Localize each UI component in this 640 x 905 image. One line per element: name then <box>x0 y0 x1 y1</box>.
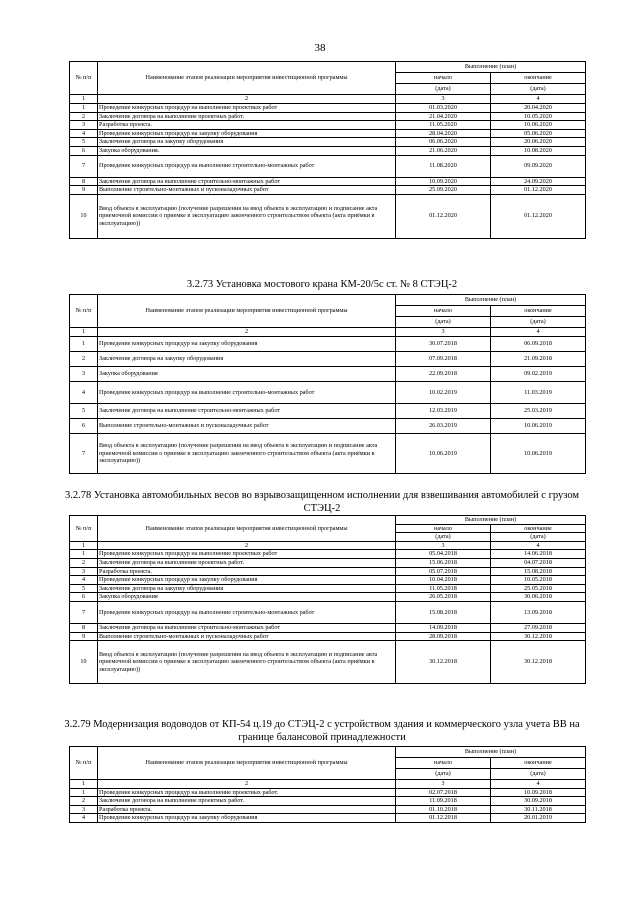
row-number: 9 <box>70 632 98 641</box>
header-name: Наименование этапов реализации мероприятия инвестиционной программы <box>98 62 396 95</box>
table-row <box>70 788 586 797</box>
header-execution: Выполнение (план) <box>396 62 586 73</box>
row-number: 1 <box>70 550 98 559</box>
end-date: 10.05.2020 <box>491 112 586 121</box>
header-start: начало <box>396 306 491 317</box>
stage-name: Заключение договора на закупку оборудования <box>98 352 396 367</box>
section-title-3-2-78: 3.2.78 Установка автомобильных весов во взрывозащищенном исполнении для взвешивания автомобилей с грузом СТЭЦ-2 <box>64 490 580 514</box>
start-date: 12.03.2019 <box>396 404 491 419</box>
header-start-unit: (дата) <box>396 533 491 542</box>
stage-name: Проведение конкурсных процедур на закупку оборудования <box>98 129 396 138</box>
start-date: 10.02.2019 <box>396 382 491 404</box>
end-date: 20.01.2019 <box>491 814 586 823</box>
row-number: 7 <box>70 434 98 474</box>
start-date: 11.05.2018 <box>396 584 491 593</box>
column-index-row <box>70 328 586 337</box>
header-end: окончание <box>491 758 586 769</box>
column-index: 1 <box>70 328 98 337</box>
start-date: 21.06.2020 <box>396 146 491 155</box>
column-index: 2 <box>98 541 396 550</box>
row-number: 3 <box>70 367 98 382</box>
stage-name: Проведение конкурсных процедур на выполнение проектных работ. <box>98 788 396 797</box>
row-number: 10 <box>70 641 98 684</box>
stage-name: Ввод объекта в эксплуатацию (получение разрешения на ввод объекта в эксплуатацию и подписание акта приемочной комиссии о приемке в эксплуатацию законченного строительством объекта (акта приёмки в эксплуатацию)) <box>98 641 396 684</box>
table-row <box>70 419 586 434</box>
column-index: 4 <box>491 95 586 104</box>
table-row <box>70 121 586 130</box>
header-start: начало <box>396 758 491 769</box>
header-end-unit: (дата) <box>491 533 586 542</box>
start-date: 11.09.2018 <box>396 797 491 806</box>
row-number: 2 <box>70 112 98 121</box>
header-num: № п/п <box>70 516 98 542</box>
row-number: 3 <box>70 805 98 814</box>
end-date: 20.06.2020 <box>491 138 586 147</box>
start-date: 22.09.2018 <box>396 367 491 382</box>
stage-name: Заключение договора на выполнение проектных работ. <box>98 797 396 806</box>
row-number: 5 <box>70 404 98 419</box>
start-date: 15.08.2018 <box>396 601 491 623</box>
start-date: 28.04.2020 <box>396 129 491 138</box>
column-index: 3 <box>396 95 491 104</box>
stage-name: Проведение конкурсных процедур на выполнение строительно-монтажных работ <box>98 382 396 404</box>
header-start: начало <box>396 73 491 84</box>
stage-name: Заключение договора на выполнение строительно-монтажных работ <box>98 404 396 419</box>
header-num: № п/п <box>70 747 98 780</box>
column-index: 2 <box>98 95 396 104</box>
end-date: 25.03.2019 <box>491 404 586 419</box>
column-index-row <box>70 95 586 104</box>
header-num: № п/п <box>70 62 98 95</box>
row-number: 5 <box>70 584 98 593</box>
header-start-unit: (дата) <box>396 769 491 780</box>
table-row <box>70 352 586 367</box>
table-row <box>70 593 586 602</box>
table-row <box>70 194 586 238</box>
stage-name: Заключение договора на выполнение проектных работ. <box>98 558 396 567</box>
row-number: 1 <box>70 788 98 797</box>
column-index-row <box>70 541 586 550</box>
end-date: 10.06.2020 <box>491 121 586 130</box>
section-title-3-2-79: 3.2.79 Модернизация водоводов от КП-54 ц.19 до СТЭЦ-2 с устройством здания и коммерческого узла учета ВВ на границе балансовой принадлежности <box>64 719 580 743</box>
end-date: 01.12.2020 <box>491 186 586 195</box>
start-date: 28.09.2018 <box>396 632 491 641</box>
schedule-table-3-2-79 <box>69 746 586 823</box>
start-date: 21.04.2020 <box>396 112 491 121</box>
header-start-unit: (дата) <box>396 84 491 95</box>
row-number: 2 <box>70 352 98 367</box>
header-row <box>70 62 586 73</box>
table-row <box>70 632 586 641</box>
start-date: 14.09.2018 <box>396 623 491 632</box>
stage-name: Разработка проекта. <box>98 567 396 576</box>
start-date: 06.06.2020 <box>396 138 491 147</box>
table-row <box>70 576 586 585</box>
header-end: окончание <box>491 73 586 84</box>
schedule-table-3-2-78 <box>69 515 586 684</box>
header-end: окончание <box>491 306 586 317</box>
end-date: 09.02.2019 <box>491 367 586 382</box>
header-name: Наименование этапов реализации мероприятия инвестиционной программы <box>98 747 396 780</box>
end-date: 11.03.2019 <box>491 382 586 404</box>
start-date: 07.09.2018 <box>396 352 491 367</box>
row-number: 6 <box>70 593 98 602</box>
start-date: 15.06.2018 <box>396 558 491 567</box>
table-row <box>70 177 586 186</box>
start-date: 02.07.2018 <box>396 788 491 797</box>
end-date: 09.09.2020 <box>491 155 586 177</box>
stage-name: Проведение конкурсных процедур на выполнение проектных работ <box>98 550 396 559</box>
end-date: 25.05.2018 <box>491 584 586 593</box>
column-index-row <box>70 780 586 789</box>
row-number: 8 <box>70 177 98 186</box>
start-date: 30.12.2018 <box>396 641 491 684</box>
page-number: 38 <box>314 42 326 54</box>
end-date: 10.06.2019 <box>491 419 586 434</box>
stage-name: Заключение договора на выполнение проектных работ. <box>98 112 396 121</box>
table-row <box>70 138 586 147</box>
row-number: 3 <box>70 121 98 130</box>
table-row <box>70 186 586 195</box>
start-date: 26.05.2018 <box>396 593 491 602</box>
header-name: Наименование этапов реализации мероприятия инвестиционной программы <box>98 295 396 328</box>
column-index: 4 <box>491 780 586 789</box>
end-date: 05.06.2020 <box>491 129 586 138</box>
end-date: 10.06.2019 <box>491 434 586 474</box>
table-row <box>70 567 586 576</box>
stage-name: Заключение договора на выполнение строительно-монтажных работ <box>98 623 396 632</box>
header-end-unit: (дата) <box>491 769 586 780</box>
end-date: 27.09.2018 <box>491 623 586 632</box>
row-number: 8 <box>70 623 98 632</box>
column-index: 3 <box>396 328 491 337</box>
start-date: 10.09.2020 <box>396 177 491 186</box>
schedule-table-3-2-73 <box>69 294 586 474</box>
header-start-unit: (дата) <box>396 317 491 328</box>
start-date: 10.04.2018 <box>396 576 491 585</box>
stage-name: Проведение конкурсных процедур на закупку оборудования <box>98 814 396 823</box>
end-date: 20.04.2020 <box>491 104 586 113</box>
row-number: 7 <box>70 601 98 623</box>
end-date: 01.12.2020 <box>491 194 586 238</box>
end-date: 14.06.2018 <box>491 550 586 559</box>
header-row <box>70 295 586 306</box>
column-index: 1 <box>70 541 98 550</box>
stage-name: Проведение конкурсных процедур на выполнение строительно-монтажных работ <box>98 601 396 623</box>
column-index: 3 <box>396 541 491 550</box>
start-date: 30.07.2018 <box>396 337 491 352</box>
end-date: 15.08.2018 <box>491 567 586 576</box>
stage-name: Закупка оборудования. <box>98 146 396 155</box>
row-number: 2 <box>70 558 98 567</box>
end-date: 10.09.2018 <box>491 788 586 797</box>
stage-name: Разработка проекта. <box>98 805 396 814</box>
header-name: Наименование этапов реализации мероприятия инвестиционной программы <box>98 516 396 542</box>
column-index: 4 <box>491 541 586 550</box>
row-number: 3 <box>70 567 98 576</box>
column-index: 4 <box>491 328 586 337</box>
end-date: 13.09.2018 <box>491 601 586 623</box>
end-date: 24.09.2020 <box>491 177 586 186</box>
end-date: 06.09.2018 <box>491 337 586 352</box>
stage-name: Закупка оборудования <box>98 593 396 602</box>
row-number: 7 <box>70 155 98 177</box>
stage-name: Закупка оборудования <box>98 367 396 382</box>
end-date: 30.12.2018 <box>491 632 586 641</box>
row-number: 4 <box>70 129 98 138</box>
end-date: 30.11.2018 <box>491 805 586 814</box>
stage-name: Проведение конкурсных процедур на закупку оборудования <box>98 576 396 585</box>
start-date: 01.12.2020 <box>396 194 491 238</box>
start-date: 01.03.2020 <box>396 104 491 113</box>
header-row <box>70 747 586 758</box>
table-row <box>70 814 586 823</box>
start-date: 25.09.2020 <box>396 186 491 195</box>
row-number: 4 <box>70 576 98 585</box>
row-number: 4 <box>70 382 98 404</box>
stage-name: Проведение конкурсных процедур на выполнение проектных работ <box>98 104 396 113</box>
table-row <box>70 805 586 814</box>
column-index: 1 <box>70 780 98 789</box>
stage-name: Выполнение строительно-монтажных и пусконаладочных работ <box>98 419 396 434</box>
stage-name: Ввод объекта в эксплуатацию (получение разрешения на ввод объекта в эксплуатацию и подписание акта приемочной комиссии о приемке в эксплуатацию законченного строительством объекта (акта приёмки в эксплуатацию)) <box>98 194 396 238</box>
header-execution: Выполнение (план) <box>396 295 586 306</box>
start-date: 11.05.2020 <box>396 121 491 130</box>
header-num: № п/п <box>70 295 98 328</box>
table-row <box>70 129 586 138</box>
row-number: 10 <box>70 194 98 238</box>
stage-name: Проведение конкурсных процедур на закупку оборудования <box>98 337 396 352</box>
row-number: 6 <box>70 146 98 155</box>
stage-name: Проведение конкурсных процедур на выполнение строительно-монтажных работ <box>98 155 396 177</box>
end-date: 30.06.2018 <box>491 593 586 602</box>
row-number: 6 <box>70 419 98 434</box>
table-row <box>70 797 586 806</box>
stage-name: Выполнение строительно-монтажных и пусконаладочных работ <box>98 186 396 195</box>
table-row <box>70 558 586 567</box>
table-row <box>70 155 586 177</box>
stage-name: Заключение договора на закупку оборудования <box>98 138 396 147</box>
start-date: 11.08.2020 <box>396 155 491 177</box>
start-date: 01.12.2018 <box>396 814 491 823</box>
column-index: 1 <box>70 95 98 104</box>
header-end-unit: (дата) <box>491 317 586 328</box>
table-row <box>70 584 586 593</box>
header-end: окончание <box>491 524 586 533</box>
row-number: 1 <box>70 104 98 113</box>
table-row <box>70 104 586 113</box>
row-number: 1 <box>70 337 98 352</box>
start-date: 10.06.2019 <box>396 434 491 474</box>
column-index: 2 <box>98 780 396 789</box>
end-date: 10.08.2020 <box>491 146 586 155</box>
table-row <box>70 641 586 684</box>
table-row <box>70 434 586 474</box>
stage-name: Заключение договора на закупку оборудования <box>98 584 396 593</box>
table-row <box>70 112 586 121</box>
start-date: 01.10.2018 <box>396 805 491 814</box>
header-execution: Выполнение (план) <box>396 747 586 758</box>
table-row <box>70 146 586 155</box>
row-number: 9 <box>70 186 98 195</box>
end-date: 21.09.2018 <box>491 352 586 367</box>
section-title-3-2-73: 3.2.73 Установка мостового крана КМ-20/5с ст. № 8 СТЭЦ-2 <box>186 279 458 290</box>
start-date: 05.04.2018 <box>396 550 491 559</box>
table-row <box>70 404 586 419</box>
table-row <box>70 337 586 352</box>
stage-name: Заключение договора на выполнение строительно-монтажных работ <box>98 177 396 186</box>
start-date: 05.07.2018 <box>396 567 491 576</box>
stage-name: Разработка проекта. <box>98 121 396 130</box>
header-end-unit: (дата) <box>491 84 586 95</box>
row-number: 5 <box>70 138 98 147</box>
table-row <box>70 601 586 623</box>
row-number: 2 <box>70 797 98 806</box>
table-row <box>70 550 586 559</box>
column-index: 2 <box>98 328 396 337</box>
table-row <box>70 367 586 382</box>
end-date: 30.12.2018 <box>491 641 586 684</box>
column-index: 3 <box>396 780 491 789</box>
end-date: 10.05.2018 <box>491 576 586 585</box>
start-date: 26.03.2019 <box>396 419 491 434</box>
stage-name: Ввод объекта в эксплуатацию (получение разрешения на ввод объекта в эксплуатацию и подписание акта приемочной комиссии о приемке в эксплуатацию законченного строительством объекта (акта приёмки в эксплуатацию)) <box>98 434 396 474</box>
schedule-table-continued <box>69 61 586 239</box>
header-row <box>70 516 586 525</box>
row-number: 4 <box>70 814 98 823</box>
header-execution: Выполнение (план) <box>396 516 586 525</box>
stage-name: Выполнение строительно-монтажных и пусконаладочных работ <box>98 632 396 641</box>
end-date: 04.07.2018 <box>491 558 586 567</box>
header-start: начало <box>396 524 491 533</box>
table-row <box>70 623 586 632</box>
table-row <box>70 382 586 404</box>
end-date: 30.09.2018 <box>491 797 586 806</box>
